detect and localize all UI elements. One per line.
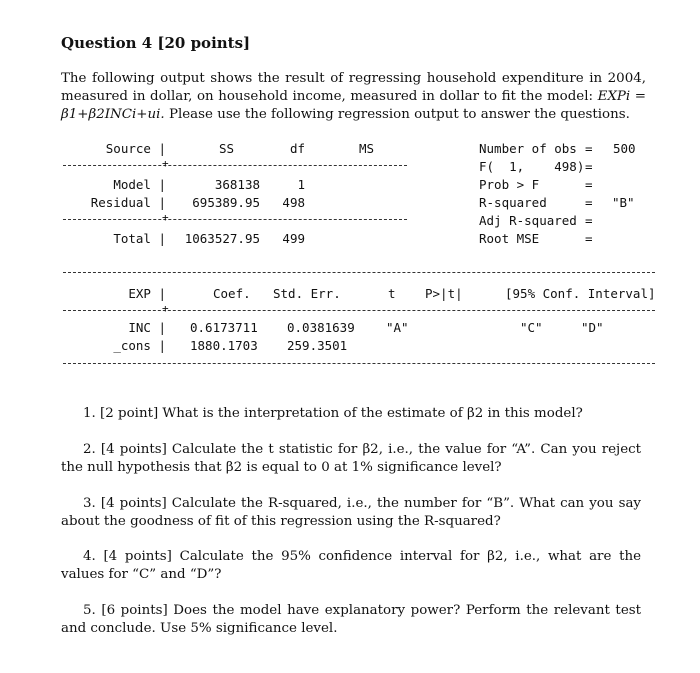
model-equation: EXPi = β1+β2INCi+ui. (61, 89, 646, 122)
coef-header-p: P>|t| (425, 286, 463, 301)
coef-row-se: 0.0381639 (287, 320, 355, 335)
stat-eq: = (585, 213, 593, 228)
anova-row-source: Residual | (90, 195, 166, 210)
anova-header-ms: MS (359, 141, 375, 156)
anova-row-df: 1 (297, 177, 305, 192)
anova-row-ss: 695389.95 (192, 195, 260, 210)
anova-divider-plus: + (162, 211, 169, 224)
anova-header-df: df (290, 141, 306, 156)
stat-eq: = (585, 231, 593, 246)
question-item: 3. [4 points] Calculate the R-squared, i.e., the number for “B”. What can you say about the goodness of fit of this regression using the R-squared? (61, 496, 641, 529)
question-item: 1. [2 point] What is the interpretation of the estimate of β2 in this model? (83, 406, 583, 421)
stat-label: R-squared (479, 195, 547, 210)
anova-row-source: Model | (113, 177, 166, 192)
coef-header-t: t (388, 286, 396, 301)
anova-row-ss: 368138 (214, 177, 260, 192)
intro-text: The following output shows the result of regressing household expenditure in 2004, measured in dollar, on household income, measured in dollar to fit the model: (61, 71, 646, 104)
coef-row-ci-high: "D" (581, 320, 604, 335)
anova-row-df: 498 (282, 195, 305, 210)
coef-header-var: EXP | (128, 286, 166, 301)
coef-row-coef: 1880.1703 (190, 338, 258, 353)
coef-row-se: 259.3501 (287, 338, 348, 353)
question-item: 5. [6 points] Does the model have explanatory power? Perform the relevant test and conclude. Use 5% significance level. (61, 603, 641, 636)
questions-list (61, 0, 641, 673)
stat-eq: = (585, 177, 593, 192)
stat-label: Adj R-squared (479, 213, 577, 228)
coef-divider-plus: + (162, 302, 169, 315)
coef-row-var: INC | (128, 320, 166, 335)
coef-header-coef: Coef. (213, 286, 251, 301)
coef-header-ci: [95% Conf. Interval] (505, 286, 656, 301)
stat-eq: = (585, 159, 593, 174)
anova-row-ss: 1063527.95 (184, 231, 260, 246)
coef-row-t: "A" (386, 320, 409, 335)
stat-label: Number of obs (479, 141, 577, 156)
stat-value: "B" (612, 195, 635, 210)
stat-label: Prob > F (479, 177, 540, 192)
anova-divider-plus: + (162, 157, 169, 170)
anova-row-df: 499 (282, 231, 305, 246)
coef-row-coef: 0.6173711 (190, 320, 258, 335)
stat-eq: = (585, 195, 593, 210)
stat-value: 500 (613, 141, 636, 156)
anova-header-source: Source | (105, 141, 166, 156)
coef-row-var: _cons | (113, 338, 166, 353)
anova-header-ss: SS (219, 141, 235, 156)
question-item: 2. [4 points] Calculate the t statistic for β2, i.e., the value for “A”. Can you reject the null hypothesis that β2 is equal to 0 at 1% significance level? (61, 442, 641, 475)
stat-eq: = (585, 141, 593, 156)
stat-label: Root MSE (479, 231, 540, 246)
stat-label: F( 1, 498) (479, 159, 585, 174)
intro-instruction: Please use the following regression output to answer the questions. (168, 107, 630, 122)
anova-row-source: Total | (113, 231, 166, 246)
coef-row-ci-low: "C" (520, 320, 543, 335)
coef-header-se: Std. Err. (273, 286, 341, 301)
question-heading: Question 4 [20 points] (61, 34, 251, 52)
question-item: 4. [4 points] Calculate the 95% confidence interval for β2, i.e., what are the values for “C” and “D”? (61, 549, 641, 582)
